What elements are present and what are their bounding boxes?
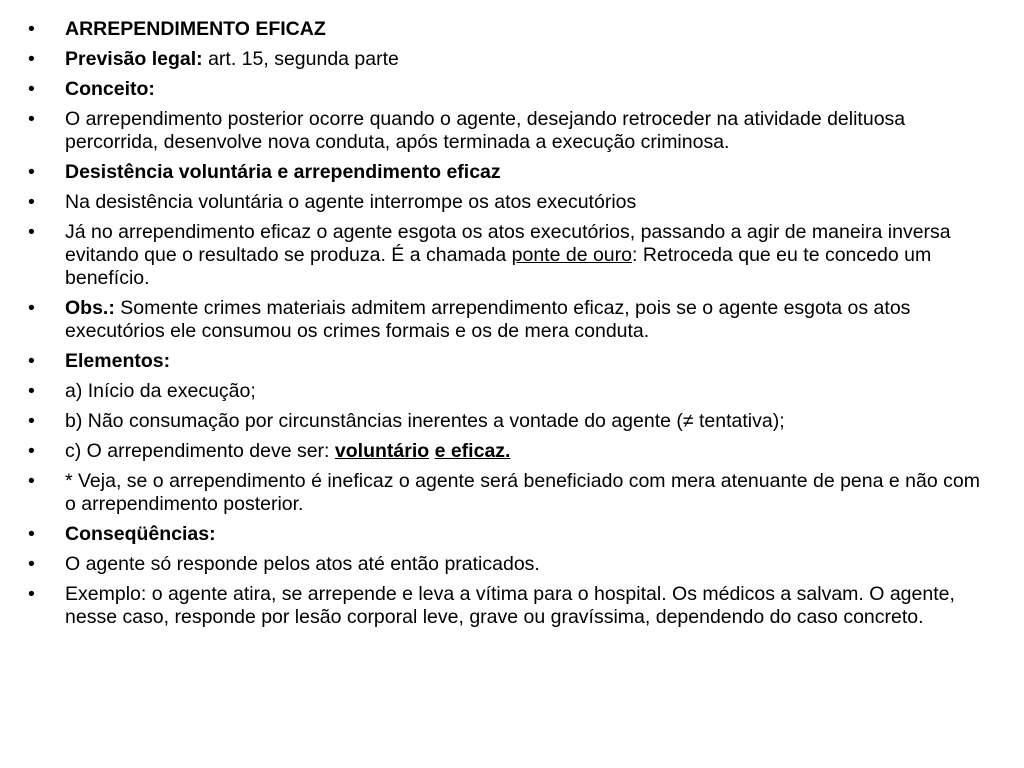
body-text-after: : Retroceda que eu te concedo um benefício. [65,244,932,289]
body-text: c) O arrependimento deve ser: [65,440,335,462]
body-text: Já no arrependimento eficaz o agente esgota os atos executórios, passando a agir de maneira inversa evitando que o resultado se produza. É a chamada [65,221,951,266]
list-item-element-c [28,440,996,463]
underlined-term-voluntario: voluntário [334,440,430,462]
body-text: a) Início da execução; [65,380,256,402]
heading-text: ARREPENDIMENTO EFICAZ [65,18,326,40]
list-item-elements-heading [28,350,996,373]
list-item-concept [28,108,996,154]
list-item-comparison-heading [28,161,996,184]
body-text: b) Não consumação por circunstâncias inerentes a vontade do agente (≠ tentativa); [65,410,785,432]
underlined-term: ponte de ouro [511,244,632,266]
list-item-obs [28,297,996,343]
body-text: O agente só responde pelos atos até então praticados. [65,553,540,575]
label-text: Elementos: [65,350,171,372]
list-item-consequences-heading [28,523,996,546]
list-item-note [28,470,996,516]
body-text: Na desistência voluntária o agente interrompe os atos executórios [65,191,637,213]
label-text: Obs.: [65,297,115,319]
list-item-element-b [28,410,996,433]
label-text: Conceito: [65,78,155,100]
body-text: art. 15, segunda parte [202,48,399,70]
body-text: Exemplo: o agente atira, se arrepende e leva a vítima para o hospital. Os médicos a salvam. O agente, nesse caso, responde por lesão corporal leve, grave ou gravíssima, dependendo do caso concreto. [65,583,955,628]
underlined-term-eficaz: e eficaz. [434,440,511,462]
label-text: Conseqüências: [65,523,216,545]
list-item-legal [28,48,996,71]
label-text: Previsão legal: [65,48,203,70]
list-item-example [28,583,996,629]
body-text: Somente crimes materiais admitem arrependimento eficaz, pois se o agente esgota os atos executórios ele consumou os crimes formais e os de mera conduta. [65,297,911,342]
label-text: Desistência voluntária e arrependimento eficaz [65,161,501,183]
list-item-desistencia [28,191,996,214]
list-item-arrependimento [28,221,996,290]
list-item-element-a [28,380,996,403]
list-item-concept-heading [28,78,996,101]
bullet-list [28,18,996,629]
list-item-consequence [28,553,996,576]
body-text: * Veja, se o arrependimento é ineficaz o agente será beneficiado com mera atenuante de pena e não com o arrependimento posterior. [65,470,980,515]
list-item-title [28,18,996,41]
body-text: O arrependimento posterior ocorre quando o agente, desejando retroceder na atividade delituosa percorrida, desenvolve nova conduta, após terminada a execução criminosa. [65,108,906,153]
